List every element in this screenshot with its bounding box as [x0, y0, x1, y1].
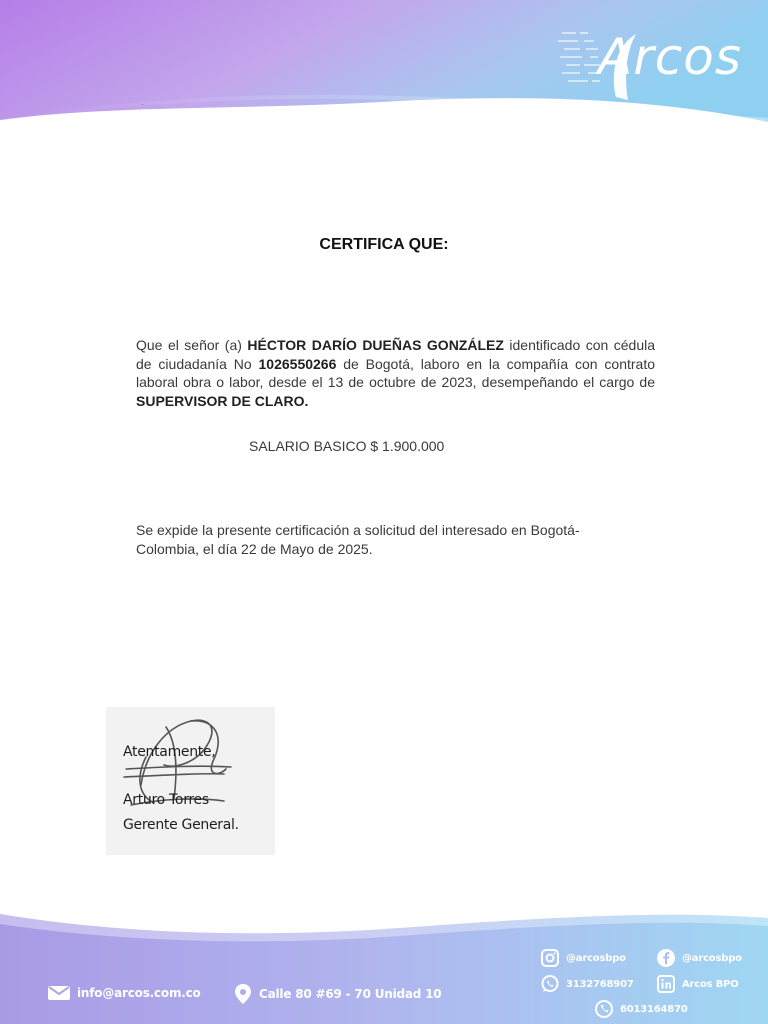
footer-facebook[interactable] [656, 948, 742, 968]
header-marker: - [141, 100, 144, 109]
footer-instagram[interactable] [540, 948, 626, 968]
linkedin-icon [656, 974, 676, 994]
position-title: SUPERVISOR DE CLARO. [136, 392, 309, 409]
employee-name: HÉCTOR DARÍO DUEÑAS GONZÁLEZ [247, 337, 504, 353]
phone-icon [594, 999, 614, 1019]
id-number: 1026550266 [258, 355, 337, 372]
signature-block [106, 707, 275, 855]
salary-line: SALARIO BASICO $ 1.900.000 [249, 438, 445, 454]
footer-linkedin[interactable] [656, 974, 739, 994]
document-title: CERTIFICA QUE: [319, 236, 449, 253]
para-body: de Bogotá, laboro en la compañía con contrato laboral obra o labor, desde el 13 de octubre de 2023, desempeñando el cargo de [136, 355, 656, 390]
linkedin-name: Arcos BPO [682, 978, 739, 990]
footer-phone[interactable] [594, 999, 688, 1019]
whatsapp-icon [540, 974, 560, 994]
whatsapp-number: 3132768907 [566, 978, 634, 990]
address-text: Calle 80 #69 - 70 Unidad 10 [259, 987, 442, 1001]
signature-closing: Atentamente, [123, 744, 216, 760]
arcos-logo-text: Arcos [598, 28, 742, 86]
signer-name: Arturo Torres [123, 792, 209, 808]
instagram-handle: @arcosbpo [566, 952, 626, 964]
closing-paragraph: Se expide la presente certificación a solicitud del interesado en Bogotá-Colombia, el día 22 de Mayo de 2025. [136, 522, 580, 557]
email-text: info@arcos.com.co [77, 986, 201, 1000]
instagram-icon [540, 948, 560, 968]
footer-email[interactable] [47, 985, 201, 1001]
facebook-handle: @arcosbpo [682, 952, 742, 964]
email-icon [47, 985, 71, 1001]
footer-whatsapp[interactable] [540, 974, 634, 994]
para-id-text: identificado con cédula de ciudadanía No [136, 337, 656, 372]
para-intro: Que el señor (a) [136, 337, 248, 353]
location-pin-icon [233, 983, 253, 1005]
certification-paragraph [136, 336, 655, 410]
footer-address [233, 983, 441, 1005]
facebook-icon [656, 948, 676, 968]
signer-title: Gerente General. [123, 817, 239, 833]
phone-number: 6013164870 [620, 1003, 688, 1015]
